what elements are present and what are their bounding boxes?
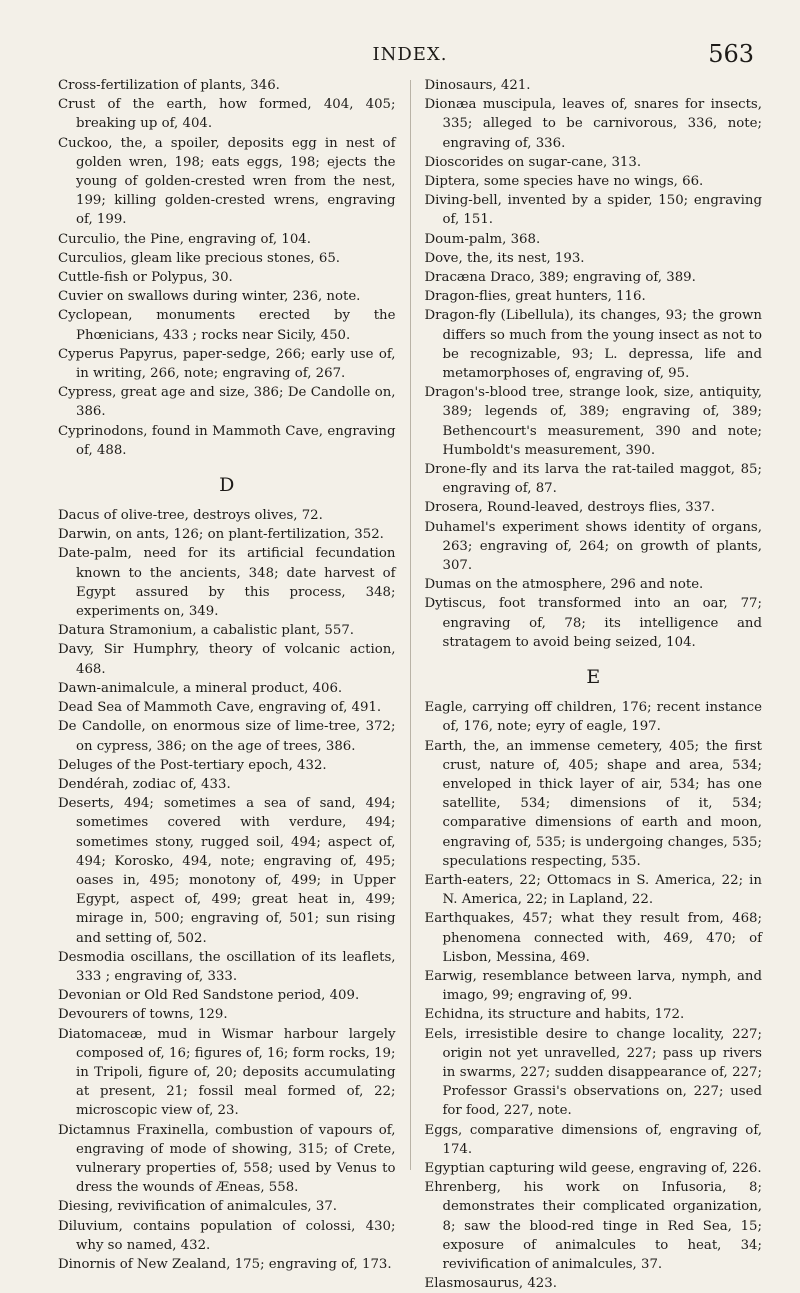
left-entries-d: [58, 506, 396, 1274]
running-title: INDEX.: [372, 44, 448, 65]
index-entry: Devourers of towns, 129.: [58, 1007, 228, 1023]
right-entries-e: [425, 698, 763, 1293]
right-column: [425, 76, 763, 1293]
index-entry: Diluvium, contains population of colossi, 430; why so named, 432.: [58, 1218, 396, 1253]
index-entry: Earthquakes, 457; what they result from, 468; phenomena connected with, 469, 470; of Lisbon, Messina, 469.: [424, 911, 762, 965]
index-entry: Dioscorides on sugar-cane, 313.: [424, 154, 642, 170]
index-entry: Egyptian capturing wild geese, engraving of, 226.: [424, 1160, 762, 1176]
index-entry: Davy, Sir Humphry, theory of volcanic action, 468.: [58, 642, 396, 677]
index-entry: Dead Sea of Mammoth Cave, engraving of, 491.: [58, 700, 382, 716]
index-entry: Datura Stramonium, a cabalistic plant, 557.: [58, 623, 355, 639]
index-entry: Doum-palm, 368.: [424, 231, 541, 247]
index-entry: Diatomaceæ, mud in Wismar harbour largely composed of, 16; figures of, 16; form rocks, 19; in Tripoli, figure of, 20; deposits accumulating at present, 21; fossil meal formed of, 22; microscopic view of, 23.: [58, 1026, 396, 1119]
index-entry: Eggs, comparative dimensions of, engraving of, 174.: [424, 1122, 762, 1157]
right-entries-d: [425, 76, 763, 652]
index-entry: Drosera, Round-leaved, destroys flies, 337.: [424, 500, 715, 516]
index-entry: Deluges of the Post-tertiary epoch, 432.: [58, 757, 327, 773]
column-divider: [410, 80, 411, 1170]
index-entry: Dragon-flies, great hunters, 116.: [424, 289, 646, 305]
index-entry: Cypress, great age and size, 386; De Candolle on, 386.: [58, 385, 396, 420]
index-entry: Ehrenberg, his work on Infusoria, 8; demonstrates their complicated organization, 8; saw the blood-red tinge in Red Sea, 15; exposure of animalcules to heat, 34; revivification of animalcules, 37.: [424, 1180, 762, 1272]
index-entry: Devonian or Old Red Sandstone period, 409.: [58, 988, 360, 1004]
left-entries-c: [58, 76, 396, 460]
page-number: 563: [708, 40, 754, 68]
index-entry: Dinosaurs, 421.: [424, 78, 531, 93]
index-entry: Dragon-fly (Libellula), its changes, 93; the grown differs so much from the young insect as not to be recognizable, 93; L. depressa, life and metamorphoses of, engraving of, 95.: [424, 308, 762, 382]
index-columns: [58, 76, 762, 1293]
index-entry: Darwin, on ants, 126; on plant-fertilization, 352.: [58, 527, 384, 543]
index-entry: Cuttle-fish or Polypus, 30.: [58, 270, 233, 286]
index-entry: Dumas on the atmosphere, 296 and note.: [424, 577, 704, 593]
index-entry: Dawn-animalcule, a mineral product, 406.: [58, 680, 343, 696]
index-entry: Dragon's-blood tree, strange look, size, antiquity, 389; legends of, 389; engraving of, 389; Bethencourt's measurement, 390 and note; Humboldt's measurement, 390.: [424, 385, 762, 458]
index-entry: Curculio, the Pine, engraving of, 104.: [58, 231, 311, 247]
section-letter-e: E: [586, 666, 601, 689]
index-entry: Curculios, gleam like precious stones, 65.: [58, 250, 341, 266]
index-entry: Earth-eaters, 22; Ottomacs in S. America, 22; in N. America, 22; in Lapland, 22.: [424, 872, 762, 908]
index-entry: Cuvier on swallows during winter, 236, note.: [58, 289, 361, 305]
index-entry: Cyclopean, monuments erected by the Phœnicians, 433 ; rocks near Sicily, 450.: [58, 308, 396, 343]
index-entry: Eels, irresistible desire to change locality, 227; origin not yet unravelled, 227; pass up rivers in swarms, 227; sudden disappearance of, 227; Professor Grassi's observations on, 227; used for food, 227, note.: [424, 1026, 762, 1119]
index-entry: Echidna, its structure and habits, 172.: [424, 1007, 685, 1023]
index-entry: Diving-bell, invented by a spider, 150; engraving of, 151.: [424, 193, 762, 228]
index-entry: Earth, the, an immense cemetery, 405; the first crust, nature of, 405; shape and area, 534; enveloped in thick layer of air, 534; has one satellite, 534; dimensions of it, 534; comparative dimensions of earth and moon, engraving of, 535; is undergoing changes, 535; speculations respecting, 535.: [424, 738, 762, 869]
section-letter-d: D: [219, 474, 235, 497]
index-entry: Desmodia oscillans, the oscillation of its leaflets, 333 ; engraving of, 333.: [58, 949, 396, 984]
index-entry: Dacus of olive-tree, destroys olives, 72.: [58, 508, 323, 524]
index-entry: Diesing, revivification of animalcules, 37.: [58, 1199, 338, 1215]
index-entry: Dictamnus Fraxinella, combustion of vapours of, engraving of mode of showing, 315; of Crete, vulnerary properties of, 558; used by Venus to dress the wounds of Æneas, 558.: [58, 1122, 396, 1196]
index-entry: Elasmosaurus, 423.: [424, 1276, 557, 1292]
index-entry: De Candolle, on enormous size of lime-tree, 372; on cypress, 386; on the age of trees, 386.: [58, 719, 396, 754]
index-entry: Earwig, resemblance between larva, nymph, and imago, 99; engraving of, 99.: [424, 968, 762, 1004]
left-column: [58, 76, 396, 1293]
index-entry: Cross-fertilization of plants, 346.: [58, 78, 280, 93]
index-entry: Deserts, 494; sometimes a sea of sand, 494; sometimes covered with verdure, 494; sometimes stony, rugged soil, 494; aspect of, 494; Korosko, 494, note; engraving of, 495; oases in, 495; monotony of, 499; in Upper Egypt, aspect of, 499; great heat in, 499; mirage in, 500; engraving of, 501; sun rising and setting of, 502.: [58, 796, 396, 946]
index-entry: Date-palm, need for its artificial fecundation known to the ancients, 348; date harvest of Egypt assured by this process, 348; experiments on, 349.: [58, 546, 396, 620]
index-entry: Crust of the earth, how formed, 404, 405; breaking up of, 404.: [58, 97, 396, 132]
index-entry: Dinornis of New Zealand, 175; engraving of, 173.: [58, 1256, 392, 1272]
index-entry: Diptera, some species have no wings, 66.: [424, 174, 704, 190]
index-entry: Cyperus Papyrus, paper-sedge, 266; early use of, in writing, 266, note; engraving of, 267.: [58, 346, 396, 382]
index-entry: Dytiscus, foot transformed into an oar, 77; engraving of, 78; its intelligence and stratagem to avoid being seized, 104.: [424, 596, 762, 650]
index-entry: Dove, the, its nest, 193.: [424, 250, 585, 266]
index-entry: Drone-fly and its larva the rat-tailed maggot, 85; engraving of, 87.: [424, 462, 762, 497]
index-entry: Dendérah, zodiac of, 433.: [58, 776, 231, 792]
page-header: [58, 40, 762, 76]
index-entry: Cuckoo, the, a spoiler, deposits egg in nest of golden wren, 198; eats eggs, 198; ejects the young of golden-crested wren from the nest, 199; killing golden-crested wrens, engraving of, 199.: [58, 135, 396, 228]
index-entry: Cyprinodons, found in Mammoth Cave, engraving of, 488.: [58, 423, 396, 458]
index-entry: Dracæna Draco, 389; engraving of, 389.: [424, 270, 696, 286]
index-entry: Dionæa muscipula, leaves of, snares for insects, 335; alleged to be carnivorous, 336, note; engraving of, 336.: [424, 97, 762, 151]
index-entry: Duhamel's experiment shows identity of organs, 263; engraving of, 264; on growth of plants, 307.: [424, 519, 762, 574]
index-entry: Eagle, carrying off children, 176; recent instance of, 176, note; eyry of eagle, 197.: [424, 700, 762, 735]
